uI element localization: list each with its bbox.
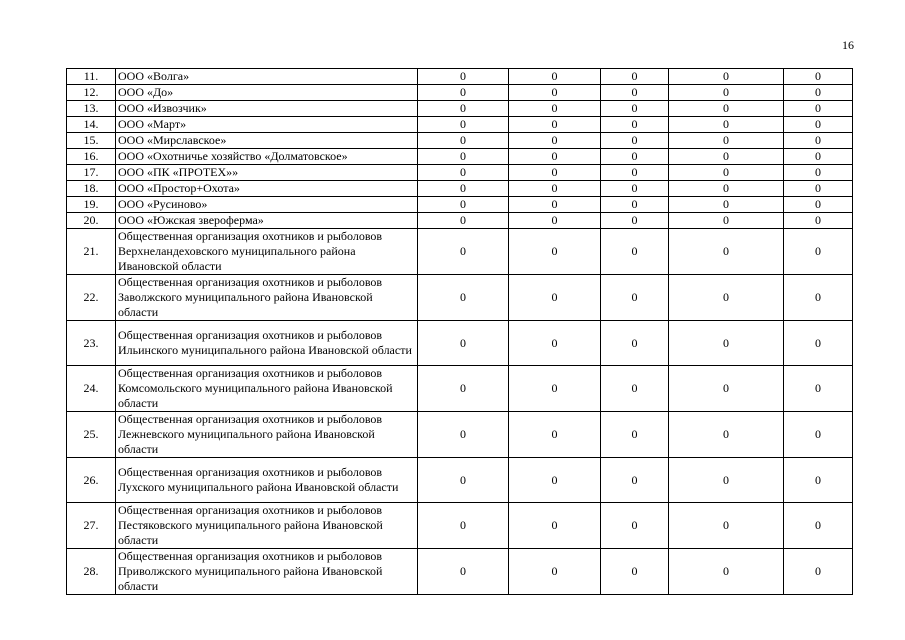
organization-name: ООО «Южская звероферма» [116, 213, 418, 229]
row-number: 13. [67, 101, 116, 117]
row-number: 22. [67, 275, 116, 321]
value-cell: 0 [418, 229, 509, 275]
table-row [67, 149, 853, 165]
value-cell: 0 [418, 181, 509, 197]
value-cell: 0 [784, 366, 853, 412]
organization-name: Общественная организация охотников и рыболовов Комсомольского муниципального района Ивановской области [116, 366, 418, 412]
value-cell: 0 [669, 181, 784, 197]
value-cell: 0 [418, 213, 509, 229]
row-number: 23. [67, 321, 116, 366]
value-cell: 0 [669, 165, 784, 181]
table-row [67, 366, 853, 412]
value-cell: 0 [509, 197, 601, 213]
value-cell: 0 [418, 321, 509, 366]
value-cell: 0 [669, 117, 784, 133]
value-cell: 0 [669, 213, 784, 229]
value-cell: 0 [418, 85, 509, 101]
organization-name: ООО «Извозчик» [116, 101, 418, 117]
table-row [67, 69, 853, 85]
value-cell: 0 [669, 412, 784, 458]
value-cell: 0 [784, 275, 853, 321]
row-number: 26. [67, 458, 116, 503]
value-cell: 0 [669, 458, 784, 503]
value-cell: 0 [784, 69, 853, 85]
row-number: 25. [67, 412, 116, 458]
value-cell: 0 [509, 229, 601, 275]
value-cell: 0 [418, 366, 509, 412]
value-cell: 0 [509, 503, 601, 549]
table-row [67, 133, 853, 149]
value-cell: 0 [509, 69, 601, 85]
value-cell: 0 [601, 117, 669, 133]
organization-name: Общественная организация охотников и рыболовов Верхнеландеховского муниципального района Ивановской области [116, 229, 418, 275]
organization-name: ООО «Мирславское» [116, 133, 418, 149]
organization-name: ООО «До» [116, 85, 418, 101]
value-cell: 0 [669, 197, 784, 213]
value-cell: 0 [418, 503, 509, 549]
value-cell: 0 [784, 412, 853, 458]
value-cell: 0 [601, 458, 669, 503]
organization-name: Общественная организация охотников и рыболовов Лухского муниципального района Ивановской области [116, 458, 418, 503]
value-cell: 0 [509, 458, 601, 503]
value-cell: 0 [669, 229, 784, 275]
value-cell: 0 [509, 213, 601, 229]
table-row [67, 213, 853, 229]
value-cell: 0 [509, 133, 601, 149]
value-cell: 0 [669, 133, 784, 149]
value-cell: 0 [601, 69, 669, 85]
row-number: 21. [67, 229, 116, 275]
value-cell: 0 [784, 149, 853, 165]
value-cell: 0 [601, 197, 669, 213]
row-number: 17. [67, 165, 116, 181]
row-number: 19. [67, 197, 116, 213]
value-cell: 0 [669, 275, 784, 321]
row-number: 16. [67, 149, 116, 165]
value-cell: 0 [509, 412, 601, 458]
value-cell: 0 [418, 275, 509, 321]
value-cell: 0 [669, 85, 784, 101]
table-row [67, 85, 853, 101]
value-cell: 0 [669, 101, 784, 117]
value-cell: 0 [418, 197, 509, 213]
table-row [67, 101, 853, 117]
value-cell: 0 [509, 549, 601, 595]
row-number: 15. [67, 133, 116, 149]
value-cell: 0 [784, 117, 853, 133]
table-row [67, 117, 853, 133]
value-cell: 0 [784, 133, 853, 149]
value-cell: 0 [784, 181, 853, 197]
value-cell: 0 [601, 213, 669, 229]
value-cell: 0 [418, 412, 509, 458]
table-row [67, 181, 853, 197]
row-number: 12. [67, 85, 116, 101]
table-row [67, 229, 853, 275]
row-number: 28. [67, 549, 116, 595]
organization-name: Общественная организация охотников и рыболовов Заволжского муниципального района Ивановской области [116, 275, 418, 321]
value-cell: 0 [509, 181, 601, 197]
value-cell: 0 [601, 133, 669, 149]
value-cell: 0 [784, 503, 853, 549]
organization-name: ООО «Март» [116, 117, 418, 133]
value-cell: 0 [601, 412, 669, 458]
value-cell: 0 [601, 165, 669, 181]
row-number: 14. [67, 117, 116, 133]
row-number: 18. [67, 181, 116, 197]
table-row [67, 275, 853, 321]
value-cell: 0 [601, 275, 669, 321]
value-cell: 0 [418, 458, 509, 503]
organization-name: ООО «Простор+Охота» [116, 181, 418, 197]
value-cell: 0 [418, 549, 509, 595]
value-cell: 0 [601, 101, 669, 117]
value-cell: 0 [669, 149, 784, 165]
value-cell: 0 [669, 321, 784, 366]
table-row [67, 321, 853, 366]
value-cell: 0 [509, 366, 601, 412]
value-cell: 0 [418, 133, 509, 149]
value-cell: 0 [669, 69, 784, 85]
value-cell: 0 [784, 197, 853, 213]
value-cell: 0 [509, 85, 601, 101]
value-cell: 0 [784, 85, 853, 101]
table-row [67, 412, 853, 458]
value-cell: 0 [784, 549, 853, 595]
value-cell: 0 [509, 149, 601, 165]
value-cell: 0 [601, 181, 669, 197]
organization-name: Общественная организация охотников и рыболовов Лежневского муниципального района Ивановской области [116, 412, 418, 458]
organization-name: ООО «Волга» [116, 69, 418, 85]
value-cell: 0 [601, 366, 669, 412]
hunting-organizations-table [66, 68, 853, 595]
organization-name: ООО «Русиново» [116, 197, 418, 213]
table-row [67, 165, 853, 181]
value-cell: 0 [669, 366, 784, 412]
value-cell: 0 [418, 69, 509, 85]
value-cell: 0 [418, 117, 509, 133]
value-cell: 0 [418, 101, 509, 117]
value-cell: 0 [601, 85, 669, 101]
value-cell: 0 [509, 165, 601, 181]
row-number: 24. [67, 366, 116, 412]
value-cell: 0 [509, 117, 601, 133]
value-cell: 0 [509, 275, 601, 321]
table-row [67, 458, 853, 503]
value-cell: 0 [784, 229, 853, 275]
page-number: 16 [842, 38, 854, 52]
organization-name: Общественная организация охотников и рыболовов Ильинского муниципального района Ивановской области [116, 321, 418, 366]
value-cell: 0 [784, 458, 853, 503]
value-cell: 0 [784, 165, 853, 181]
value-cell: 0 [669, 549, 784, 595]
table-row [67, 549, 853, 595]
row-number: 27. [67, 503, 116, 549]
value-cell: 0 [601, 549, 669, 595]
value-cell: 0 [601, 321, 669, 366]
value-cell: 0 [601, 229, 669, 275]
value-cell: 0 [509, 101, 601, 117]
value-cell: 0 [418, 165, 509, 181]
organization-name: Общественная организация охотников и рыболовов Приволжского муниципального района Ивановской области [116, 549, 418, 595]
value-cell: 0 [418, 149, 509, 165]
row-number: 11. [67, 69, 116, 85]
value-cell: 0 [784, 321, 853, 366]
table-row [67, 503, 853, 549]
value-cell: 0 [601, 149, 669, 165]
value-cell: 0 [784, 213, 853, 229]
organization-name: ООО «ПК «ПРОТЕХ»» [116, 165, 418, 181]
value-cell: 0 [601, 503, 669, 549]
value-cell: 0 [509, 321, 601, 366]
value-cell: 0 [784, 101, 853, 117]
organization-name: ООО «Охотничье хозяйство «Долматовское» [116, 149, 418, 165]
table-row [67, 197, 853, 213]
value-cell: 0 [669, 503, 784, 549]
row-number: 20. [67, 213, 116, 229]
organization-name: Общественная организация охотников и рыболовов Пестяковского муниципального района Ивановской области [116, 503, 418, 549]
